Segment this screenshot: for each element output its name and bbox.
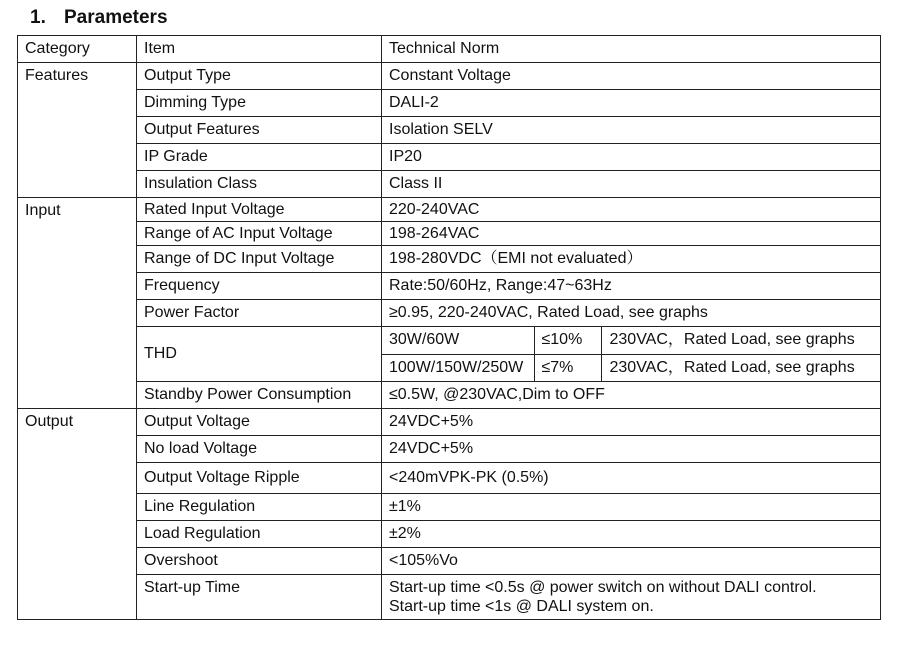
section-heading <box>30 7 168 29</box>
table-row <box>18 300 881 327</box>
item-power-factor: Power Factor <box>137 300 382 327</box>
table-row <box>18 436 881 463</box>
item-load-regulation: Load Regulation <box>137 521 382 548</box>
table-row <box>18 494 881 521</box>
thd-row <box>382 354 881 381</box>
table-row <box>18 246 881 273</box>
category-input: Input <box>18 198 137 409</box>
thd-condition: 230VAC，Rated Load, see graphs <box>601 327 881 354</box>
thd-limit: ≤10% <box>534 327 601 354</box>
header-technical-norm: Technical Norm <box>382 36 881 63</box>
header-category: Category <box>18 36 137 63</box>
startup-line-1: Start-up time <0.5s @ power switch on without DALI control. <box>389 579 817 596</box>
table-row <box>18 198 881 222</box>
norm-startup-time <box>382 575 881 620</box>
thd-limit: ≤7% <box>534 354 601 381</box>
table-row <box>18 409 881 436</box>
section-number: 1. <box>30 7 46 28</box>
item-output-ripple: Output Voltage Ripple <box>137 463 382 494</box>
item-line-regulation: Line Regulation <box>137 494 382 521</box>
category-features: Features <box>18 63 137 198</box>
header-item: Item <box>137 36 382 63</box>
table-row <box>18 548 881 575</box>
norm-dimming-type: DALI-2 <box>382 90 881 117</box>
header-row <box>18 36 881 63</box>
norm-overshoot: <105%Vo <box>382 548 881 575</box>
item-rated-input-voltage: Rated Input Voltage <box>137 198 382 222</box>
norm-no-load-voltage: 24VDC+5% <box>382 436 881 463</box>
norm-output-features: Isolation SELV <box>382 117 881 144</box>
table-row <box>18 117 881 144</box>
norm-load-regulation: ±2% <box>382 521 881 548</box>
norm-dc-input-voltage: 198-280VDC（EMI not evaluated） <box>382 246 881 273</box>
norm-output-ripple: <240mVPK-PK (0.5%) <box>382 463 881 494</box>
section-title: Parameters <box>64 7 168 28</box>
table-row <box>18 575 881 620</box>
norm-frequency: Rate:50/60Hz, Range:47~63Hz <box>382 273 881 300</box>
norm-thd <box>382 327 881 382</box>
item-frequency: Frequency <box>137 273 382 300</box>
startup-line-2: Start-up time <1s @ DALI system on. <box>389 598 654 615</box>
item-output-type: Output Type <box>137 63 382 90</box>
table-row <box>18 63 881 90</box>
item-dimming-type: Dimming Type <box>137 90 382 117</box>
thd-power: 30W/60W <box>382 327 534 354</box>
table-row <box>18 463 881 494</box>
norm-insulation-class: Class II <box>382 171 881 198</box>
item-standby-power: Standby Power Consumption <box>137 382 382 409</box>
item-dc-input-voltage: Range of DC Input Voltage <box>137 246 382 273</box>
norm-output-type: Constant Voltage <box>382 63 881 90</box>
thd-condition: 230VAC，Rated Load, see graphs <box>609 358 855 376</box>
table-row <box>18 90 881 117</box>
item-output-features: Output Features <box>137 117 382 144</box>
item-ip-grade: IP Grade <box>137 144 382 171</box>
item-overshoot: Overshoot <box>137 548 382 575</box>
norm-standby-power: ≤0.5W, @230VAC,Dim to OFF <box>382 382 881 409</box>
table-row <box>18 222 881 246</box>
item-no-load-voltage: No load Voltage <box>137 436 382 463</box>
item-output-voltage: Output Voltage <box>137 409 382 436</box>
norm-ac-input-voltage: 198-264VAC <box>382 222 881 246</box>
item-startup-time: Start-up Time <box>137 575 382 620</box>
parameters-table <box>17 35 881 620</box>
norm-rated-input-voltage: 220-240VAC <box>382 198 881 222</box>
item-insulation-class: Insulation Class <box>137 171 382 198</box>
norm-output-voltage: 24VDC+5% <box>382 409 881 436</box>
norm-power-factor: ≥0.95, 220-240VAC, Rated Load, see graphs <box>382 300 881 327</box>
item-thd: THD <box>137 327 382 382</box>
thd-subtable <box>382 327 881 381</box>
norm-line-regulation: ±1% <box>382 494 881 521</box>
thd-row <box>382 327 881 354</box>
table-row <box>18 144 881 171</box>
table-row <box>18 327 881 382</box>
norm-ip-grade: IP20 <box>382 144 881 171</box>
table-row <box>18 521 881 548</box>
table-row <box>18 171 881 198</box>
thd-power: 100W/150W/250W <box>382 354 534 381</box>
category-output: Output <box>18 409 137 620</box>
item-ac-input-voltage: Range of AC Input Voltage <box>137 222 382 246</box>
table-row <box>18 273 881 300</box>
table-row <box>18 382 881 409</box>
